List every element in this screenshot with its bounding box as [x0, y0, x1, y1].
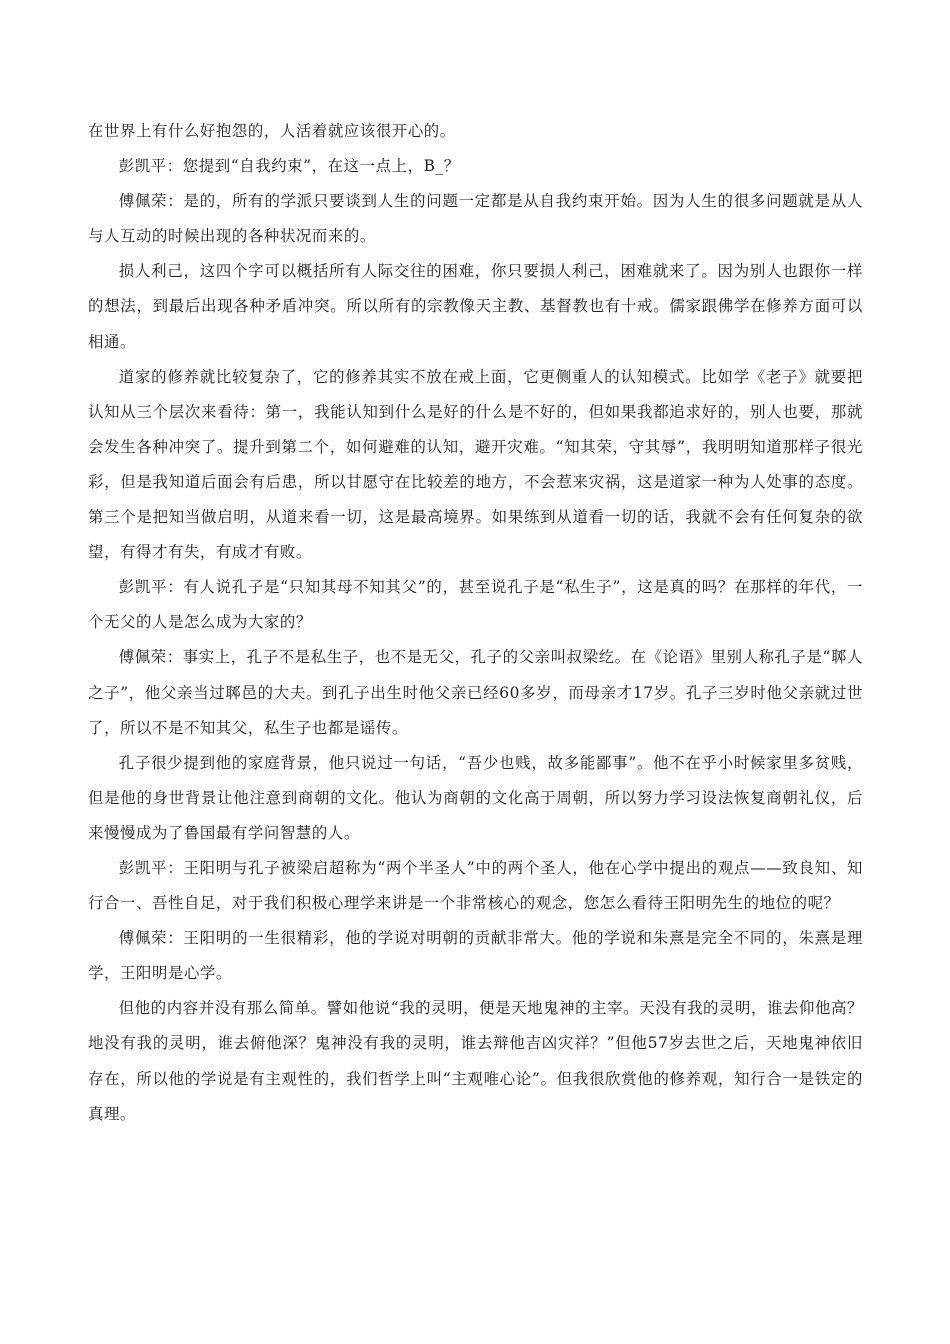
paragraph-fu-answer-wang-yangming: 傅佩荣：王阳明的一生很精彩，他的学说对明朝的贡献非常大。他的学说和朱熹是完全不同的，朱熹是理学，王阳明是心学。 [88, 929, 863, 983]
paragraph-peng-question-confucius-father: 彭凯平：有人说孔子是“只知其母不知其父”的，甚至说孔子是“私生子”，这是真的吗？在那样的年代，一个无父的人是怎么成为大家的？ [88, 578, 863, 632]
paragraph-peng-question-self-restraint: 彭凯平：您提到“自我约束”，在这一点上，B_？ [118, 157, 460, 176]
paragraph-wang-yangming-content: 但他的内容并没有那么简单。譬如他说“我的灵明，便是天地鬼神的主宰。天没有我的灵明，谁去仰他高？地没有我的灵明，谁去俯他深？鬼神没有我的灵明，谁去辩他吉凶灾祥？”但他57岁去世之后，天地鬼神依旧存在，所以他的学说是有主观性的，我们哲学上叫“主观唯心论”。但我很欣赏他的修养观，知行合一是铁定的真理。 [88, 999, 863, 1123]
document-page [88, 114, 863, 1132]
paragraph-fu-answer-confucius-father: 傅佩荣：事实上，孔子不是私生子，也不是无父，孔子的父亲叫叔梁纥。在《论语》里别人称孔子是“郰人之子”，他父亲当过郰邑的大夫。到孔子出生时他父亲已经60多岁，而母亲才17岁。孔子三岁时他父亲就过世了，所以不是不知其父，私生子也都是谣传。 [88, 648, 863, 737]
paragraph-daoist-cultivation: 道家的修养就比较复杂了，它的修养其实不放在戒上面，它更侧重人的认知模式。比如学《老子》就要把认知从三个层次来看待：第一，我能认知到什么是好的什么是不好的，但如果我都追求好的，别人也要，那就会发生各种冲突了。提升到第二个，如何避难的认知，避开灾难。“知其荣，守其辱”，我明明知道那样子很光彩，但是我知道后面会有后患，所以甘愿守在比较差的地方，不会惹来灾祸，这是道家一种为人处事的态度。第三个是把知当做启明，从道来看一切，这是最高境界。如果练到从道看一切的话，我就不会有任何复杂的欲望，有得才有失，有成才有败。 [88, 367, 863, 562]
paragraph-harm-others: 损人利己，这四个字可以概括所有人际交往的困难，你只要损人利己，困难就来了。因为别人也跟你一样的想法，到最后出现各种矛盾冲突。所以所有的宗教像天主教、基督教也有十戒。儒家跟佛学在修养方面可以相通。 [88, 262, 863, 351]
paragraph-continuation: 在世界上有什么好抱怨的，人活着就应该很开心的。 [88, 122, 456, 140]
paragraph-peng-question-wang-yangming: 彭凯平：王阳明与孔子被梁启超称为“两个半圣人”中的两个圣人，他在心学中提出的观点——致良知、知行合一、吾性自足，对于我们积极心理学来讲是一个非常核心的观念，您怎么看待王阳明先生的地位的呢？ [88, 858, 863, 913]
paragraph-fu-answer-self-restraint: 傅佩荣：是的，所有的学派只要谈到人生的问题一定都是从自我约束开始。因为人生的很多问题就是从人与人互动的时候出现的各种状况而来的。 [88, 192, 863, 246]
paragraph-confucius-background: 孔子很少提到他的家庭背景，他只说过一句话，“吾少也贱，故多能鄙事”。他不在乎小时候家里多贫贱，但是他的身世背景让他注意到商朝的文化。他认为商朝的文化高于周朝，所以努力学习设法恢复商朝礼仪，后来慢慢成为了鲁国最有学问智慧的人。 [88, 753, 863, 842]
